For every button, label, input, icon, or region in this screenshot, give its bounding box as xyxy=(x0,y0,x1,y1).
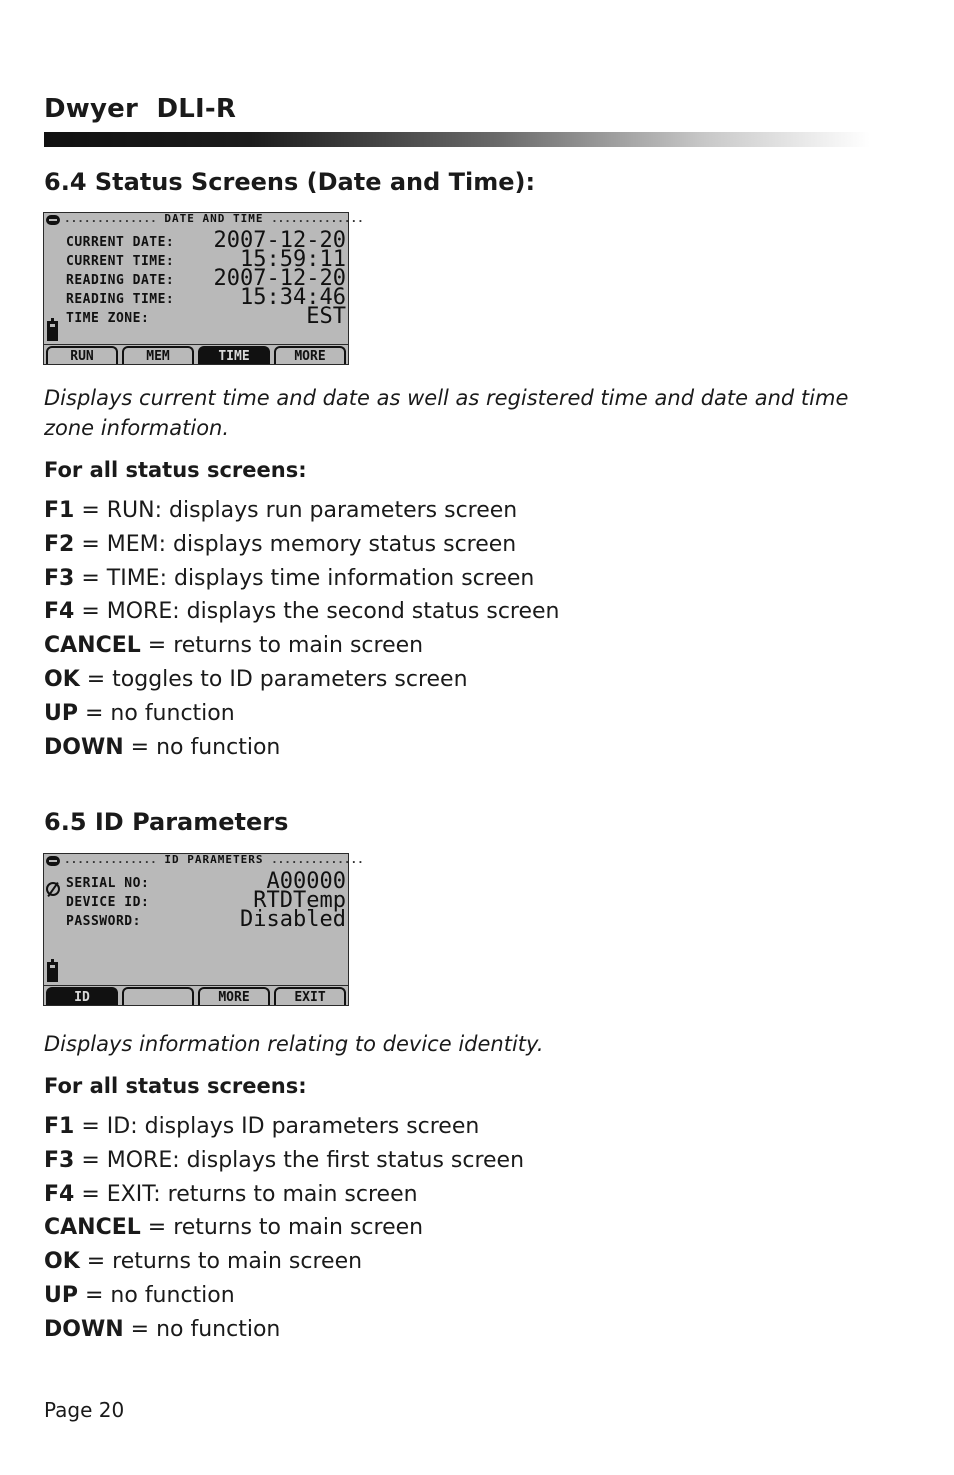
minus-icon xyxy=(46,856,60,866)
list-item xyxy=(44,562,560,596)
softkey-tab-time[interactable]: TIME xyxy=(198,346,270,364)
key-description: = TIME: displays time information screen xyxy=(74,565,535,591)
list-item xyxy=(44,528,560,562)
no-card-icon xyxy=(46,882,60,896)
key-name: UP xyxy=(44,1282,78,1308)
caption-id-parameters: Displays information relating to device identity. xyxy=(44,1032,544,1056)
lcd-row-value: 15:59:11 xyxy=(240,247,346,272)
lcd-row-value: EST xyxy=(306,304,346,329)
key-description: = returns to main screen xyxy=(79,1249,363,1275)
lcd-row xyxy=(66,304,346,329)
list-item xyxy=(44,629,560,663)
list-item xyxy=(44,663,560,697)
key-function-list xyxy=(44,494,560,764)
subheading-status-screens: For all status screens: xyxy=(44,458,307,482)
key-name: F1 xyxy=(44,498,75,523)
key-name: F4 xyxy=(44,599,75,625)
list-item xyxy=(44,1178,524,1212)
key-description: = toggles to ID parameters screen xyxy=(79,666,468,692)
key-description: = MEM: displays memory status screen xyxy=(74,531,517,557)
lcd-row-label: CURRENT DATE: xyxy=(66,235,175,250)
key-name: F3 xyxy=(44,1147,75,1173)
battery-icon xyxy=(47,321,58,341)
lcd-row-label: DEVICE ID: xyxy=(66,895,150,910)
lcd-row-value: 2007-12-20 xyxy=(213,266,346,291)
key-description: = ID: displays ID parameters screen xyxy=(74,1114,480,1139)
key-name: F2 xyxy=(44,531,75,557)
lcd-row xyxy=(66,907,346,932)
key-description: = returns to main screen xyxy=(140,633,424,659)
lcd-header xyxy=(64,212,364,225)
softkey-tab-blank[interactable] xyxy=(122,987,194,1005)
lcd-screen-date-time xyxy=(43,212,364,365)
list-item xyxy=(44,731,560,765)
key-description: = returns to main screen xyxy=(140,1215,424,1241)
softkey-tab-more[interactable]: MORE xyxy=(274,346,346,364)
softkey-tab-exit[interactable]: EXIT xyxy=(274,987,346,1005)
key-description: = EXIT: returns to main screen xyxy=(74,1181,418,1207)
lcd-row-value: A00000 xyxy=(266,869,346,894)
key-name: F4 xyxy=(44,1181,75,1207)
list-item xyxy=(44,595,560,629)
caption-date-time: Displays current time and date as well as registered time and date and time zone information. xyxy=(44,386,849,440)
lcd-row-label: READING DATE: xyxy=(66,273,175,288)
lcd-row-label: CURRENT TIME: xyxy=(66,254,175,269)
key-name: F1 xyxy=(44,1114,75,1139)
lcd-screen-id-parameters xyxy=(43,853,364,1006)
lcd-row-value: Disabled xyxy=(240,907,346,932)
lcd-row-value: 2007-12-20 xyxy=(213,228,346,253)
key-name: CANCEL xyxy=(44,633,141,659)
list-item xyxy=(44,1211,524,1245)
softkey-tab-more[interactable]: MORE xyxy=(198,987,270,1005)
softkey-tab-id[interactable]: ID xyxy=(46,987,118,1005)
list-item xyxy=(44,697,560,731)
key-function-list xyxy=(44,1110,524,1347)
lcd-header-dots: .............. xyxy=(271,212,364,225)
header-gradient-bar xyxy=(44,132,870,147)
lcd-row xyxy=(66,285,346,310)
key-name: OK xyxy=(44,666,80,692)
lcd-header-dots: .............. xyxy=(64,853,157,866)
softkey-tab-run[interactable]: RUN xyxy=(46,346,118,364)
key-description: = no function xyxy=(78,700,235,726)
list-item xyxy=(44,1245,524,1279)
list-item xyxy=(44,1144,524,1178)
key-name: CANCEL xyxy=(44,1215,141,1241)
key-description: = MORE: displays the second status screen xyxy=(74,599,560,625)
lcd-header-title: DATE AND TIME xyxy=(164,212,264,225)
page-number: Page 20 xyxy=(44,1398,125,1422)
list-item xyxy=(44,1110,524,1144)
key-name: OK xyxy=(44,1249,80,1275)
lcd-header-title: ID PARAMETERS xyxy=(164,853,264,866)
list-item xyxy=(44,494,560,528)
lcd-softkey-tabs xyxy=(44,985,348,1005)
battery-icon xyxy=(47,962,58,982)
lcd-row-label: TIME ZONE: xyxy=(66,311,150,326)
key-description: = no function xyxy=(123,1316,281,1342)
section-title-id-parameters: 6.5 ID Parameters xyxy=(44,808,289,836)
lcd-row-label: PASSWORD: xyxy=(66,914,141,929)
minus-icon xyxy=(46,215,60,225)
softkey-tab-mem[interactable]: MEM xyxy=(122,346,194,364)
list-item xyxy=(44,1279,524,1313)
lcd-header xyxy=(64,853,364,866)
page-header-title: Dwyer DLI-R xyxy=(44,94,237,124)
lcd-row-value: 15:34:46 xyxy=(240,285,346,310)
key-description: = RUN: displays run parameters screen xyxy=(74,498,518,523)
key-description: = no function xyxy=(123,734,281,760)
lcd-header-dots: .............. xyxy=(64,212,157,225)
lcd-softkey-tabs xyxy=(44,344,348,364)
lcd-row-label: READING TIME: xyxy=(66,292,175,307)
key-description: = no function xyxy=(78,1282,235,1308)
key-name: DOWN xyxy=(44,734,124,760)
subheading-status-screens: For all status screens: xyxy=(44,1074,307,1098)
key-name: DOWN xyxy=(44,1316,124,1342)
key-description: = MORE: displays the first status screen xyxy=(74,1147,525,1173)
section-title-date-time: 6.4 Status Screens (Date and Time): xyxy=(44,168,536,196)
key-name: UP xyxy=(44,700,78,726)
lcd-row-label: SERIAL NO: xyxy=(66,876,150,891)
lcd-row-value: RTDTemp xyxy=(253,888,346,913)
list-item xyxy=(44,1313,524,1347)
key-name: F3 xyxy=(44,565,75,591)
lcd-header-dots: .............. xyxy=(271,853,364,866)
